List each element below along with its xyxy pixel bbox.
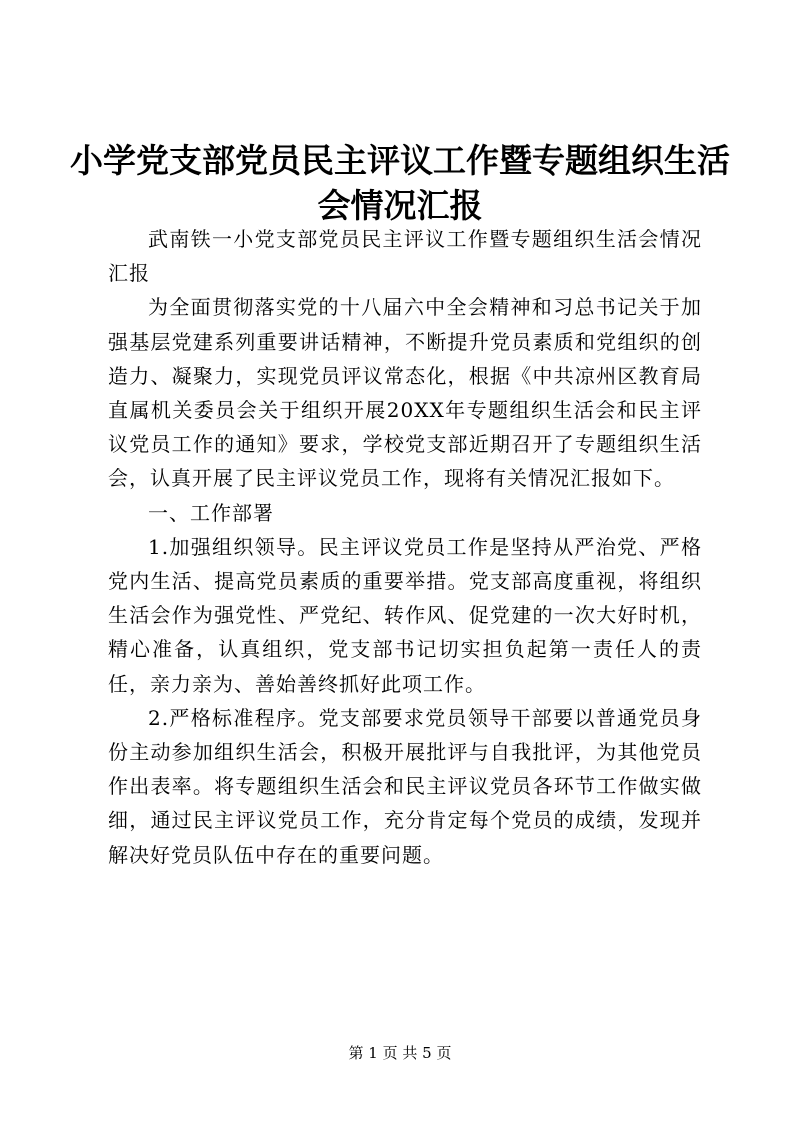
document-title-line-2: 会情况汇报 (317, 186, 483, 225)
page-footer: 第 1 页 共 5 页 (348, 1044, 452, 1062)
paragraph-organization-leadership: 1.加强组织领导。民主评议党员工作是坚持从严治党、严格党内生活、提高党员素质的重要举措。党支部高度重视，将组织生活会作为强党性、严党纪、转作风、促党建的一次大好时机，精心准备，认真组织，党支部书记切实担负起第一责任人的责任，亲力亲为、善始善终抓好此项工作。 (108, 534, 702, 696)
section-heading-work-deployment: 一、工作部署 (148, 500, 274, 525)
document-title (60, 138, 740, 228)
paragraph-intro: 为全面贯彻落实党的十八届六中全会精神和习总书记关于加强基层党建系列重要讲话精神，不断提升党员素质和党组织的创造力、凝聚力，实现党员评议常态化，根据《中共凉州区教育局直属机关委员会关于组织开展20XX年专题组织生活会和民主评议党员工作的通知》要求，学校党支部近期召开了专题组织生活会，认真开展了民主评议党员工作，现将有关情况汇报如下。 (108, 295, 702, 491)
paragraph-subtitle: 武南铁一小党支部党员民主评议工作暨专题组织生活会情况汇报 (108, 227, 702, 286)
document-title-line-1: 小学党支部党员民主评议工作暨专题组织生活 (70, 141, 730, 180)
document-body (108, 222, 702, 872)
paragraph-standard-procedure: 2.严格标准程序。党支部要求党员领导干部要以普通党员身份主动参加组织生活会，积极开展批评与自我批评，为其他党员作出表率。将专题组织生活会和民主评议党员各环节工作做实做细，通过民主评议党员工作，充分肯定每个党员的成绩，发现并解决好党员队伍中存在的重要问题。 (108, 705, 702, 867)
